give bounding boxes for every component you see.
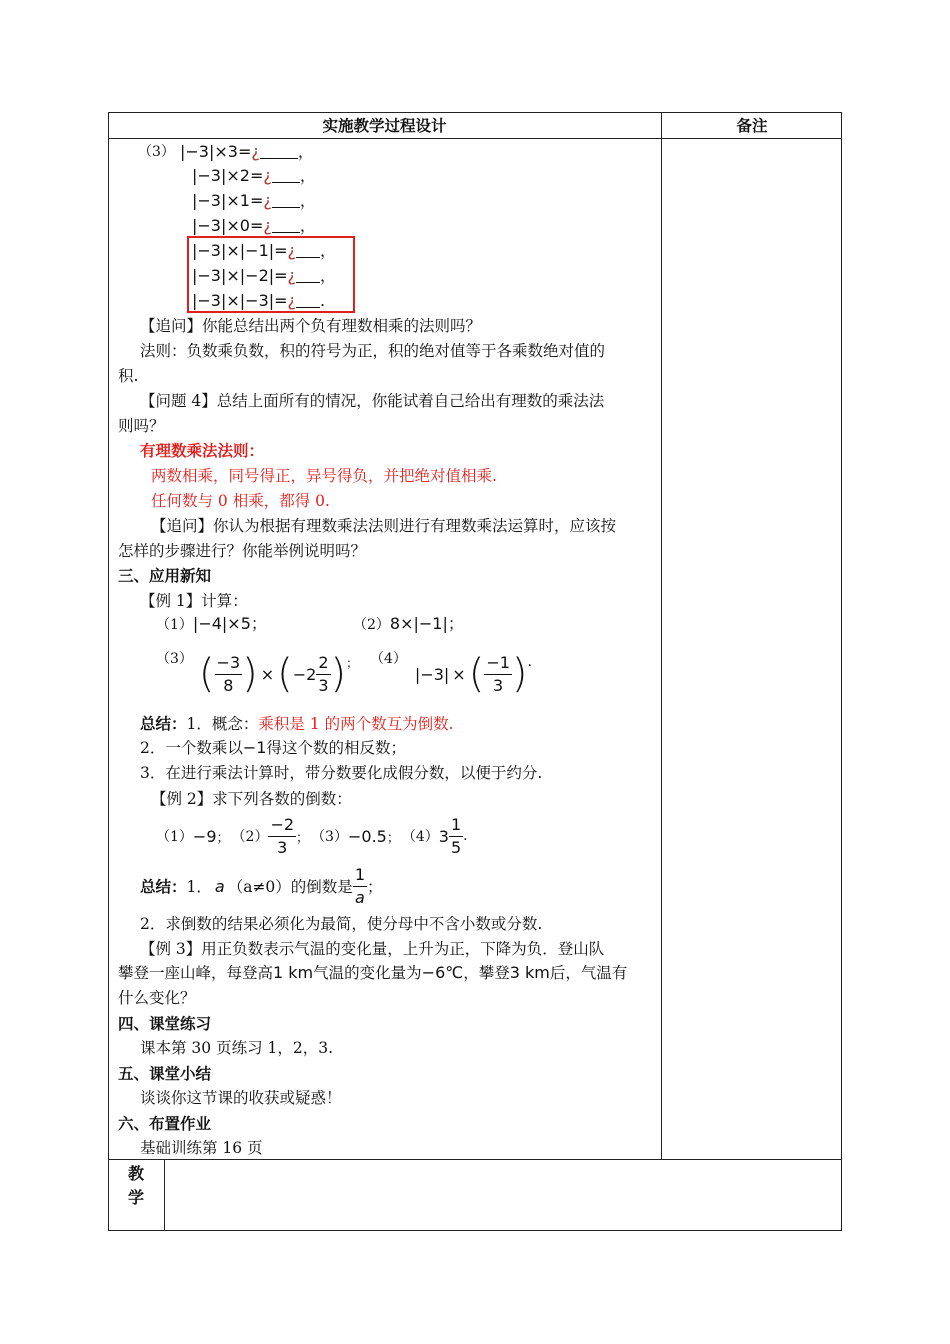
answer-placeholder: ¿ bbox=[287, 291, 297, 310]
math-term: −6℃ bbox=[421, 963, 464, 982]
math-term: a bbox=[214, 876, 225, 896]
answer-blank bbox=[296, 291, 320, 308]
q3-row-4-expr: |−3|×0= bbox=[192, 216, 264, 235]
times-sign: × bbox=[452, 664, 466, 684]
example-1-part-3 bbox=[156, 648, 358, 700]
example-text: ，攀登 bbox=[463, 964, 510, 982]
part-end: ； bbox=[216, 830, 230, 846]
header-remarks: 备注 bbox=[736, 117, 768, 135]
part-label: （3） bbox=[156, 651, 193, 667]
part-end: . bbox=[463, 828, 468, 844]
mult-rule-1: 两数相乘，同号得正，异号得负，并把绝对值相乘. bbox=[151, 467, 497, 485]
q3-row-1 bbox=[180, 140, 314, 164]
answer-blank bbox=[272, 216, 300, 233]
q3-row-1-expr: |−3|×3= bbox=[180, 142, 252, 161]
reflection-col-divider bbox=[164, 1159, 165, 1231]
numerator: −3 bbox=[215, 652, 243, 675]
answer-placeholder: ¿ bbox=[263, 166, 272, 185]
answer-blank bbox=[272, 191, 300, 208]
example-1-title: 【例 1】计算： bbox=[140, 592, 248, 610]
summary-talk-text: 谈谈你这节课的收获或疑惑！ bbox=[140, 1089, 342, 1107]
example-text: 后，气温有 bbox=[549, 964, 628, 982]
close-paren: ) bbox=[242, 651, 258, 697]
open-paren: ( bbox=[277, 651, 293, 697]
rule-line-2: 积. bbox=[118, 367, 139, 385]
summary-label: 总结： bbox=[140, 715, 187, 733]
denominator: 5 bbox=[450, 837, 462, 857]
denominator: a bbox=[355, 887, 365, 907]
numerator: −1 bbox=[484, 652, 512, 675]
mult-rule-2: 任何数与 0 相乘，都得 0. bbox=[151, 492, 330, 510]
summary-2-line-1 bbox=[140, 862, 383, 910]
summary-text: 1．概念： bbox=[186, 715, 259, 733]
part-label: （4） bbox=[401, 829, 439, 845]
times-sign: × bbox=[260, 664, 275, 684]
q3-row-4-end: ， bbox=[299, 216, 316, 235]
fraction bbox=[268, 814, 296, 859]
section-6-heading: 六、布置作业 bbox=[118, 1115, 212, 1133]
summary-text: ； bbox=[367, 878, 383, 896]
reflection-label-2: 学 bbox=[127, 1188, 144, 1207]
practice-text: 课本第 30 页练习 1，2，3. bbox=[140, 1039, 334, 1057]
example-3-line-2 bbox=[118, 961, 627, 985]
example-1-part-2 bbox=[353, 612, 464, 636]
summary-1-line-2 bbox=[140, 736, 406, 760]
part-label: （2） bbox=[231, 829, 269, 845]
q3-prefix: （3） bbox=[138, 144, 175, 160]
followup-question-1: 【追问】你能总结出两个负有理数相乘的法则吗？ bbox=[140, 317, 482, 335]
example-1-part-1 bbox=[156, 612, 267, 636]
summary-text: 1． bbox=[186, 878, 212, 896]
followup-question-2-line-1: 【追问】你认为根据有理数乘法法则进行有理数乘法运算时，应该按 bbox=[151, 517, 617, 535]
summary-text: 的倒数是 bbox=[290, 878, 353, 896]
close-paren: ) bbox=[511, 651, 528, 697]
math-term: −1 bbox=[242, 738, 267, 757]
answer-blank bbox=[296, 241, 320, 258]
section-5-heading: 五、课堂小结 bbox=[118, 1065, 212, 1083]
section-3-heading: 三、应用新知 bbox=[118, 567, 212, 585]
part-end: ； bbox=[296, 830, 310, 846]
column-divider bbox=[661, 112, 662, 1159]
part-label: （1） bbox=[156, 829, 193, 845]
condition: （a≠0） bbox=[227, 878, 291, 896]
mixed-whole: −2 bbox=[292, 664, 317, 684]
answer-placeholder: ¿ bbox=[287, 266, 297, 285]
section-4-heading: 四、课堂练习 bbox=[118, 1015, 212, 1033]
part-expr: −9 bbox=[192, 826, 217, 846]
answer-placeholder: ¿ bbox=[251, 142, 260, 161]
summary-1-line-3: 3．在进行乘法计算时，带分数要化成假分数，以便于约分. bbox=[140, 764, 543, 782]
fraction bbox=[215, 652, 243, 697]
part-end: ； bbox=[386, 830, 400, 846]
summary-text: 得这个数的相反数； bbox=[266, 739, 406, 757]
example-text: 攀登一座山峰，每登高 bbox=[118, 964, 274, 982]
q3-row-6-end: ， bbox=[320, 266, 337, 285]
answer-placeholder: ¿ bbox=[263, 216, 272, 235]
mult-rule-title: 有理数乘法法则： bbox=[140, 442, 265, 460]
q3-row-4 bbox=[192, 214, 316, 238]
q3-row-1-end: ， bbox=[297, 142, 314, 161]
question4-line-2: 则吗？ bbox=[118, 417, 165, 435]
header-process-design: 实施教学过程设计 bbox=[322, 117, 447, 135]
reflection-content[interactable] bbox=[166, 1161, 840, 1229]
numerator: 2 bbox=[316, 652, 330, 675]
answer-blank bbox=[296, 266, 320, 283]
close-paren: ) bbox=[330, 651, 347, 697]
followup-question-2-line-2: 怎样的步骤进行？你能举例说明吗？ bbox=[118, 542, 367, 560]
q3-row-3-expr: |−3|×1= bbox=[192, 191, 264, 210]
rule-line-1: 法则：负数乘负数，积的符号为正，积的绝对值等于各乘数绝对值的 bbox=[140, 342, 606, 360]
q3-row-2-expr: |−3|×2= bbox=[192, 166, 264, 185]
open-paren: ( bbox=[198, 651, 215, 697]
reflection-label-1: 教 bbox=[127, 1164, 144, 1183]
q3-row-7-expr: |−3|×|−3|= bbox=[192, 291, 288, 310]
denominator: 3 bbox=[493, 675, 504, 695]
fraction bbox=[353, 864, 367, 909]
q3-row-5 bbox=[192, 239, 336, 263]
numerator: 1 bbox=[353, 864, 367, 887]
part-end: ； bbox=[346, 656, 359, 670]
q3-row-3 bbox=[192, 189, 316, 213]
summary-text: 2．一个数乘以 bbox=[140, 739, 243, 757]
homework-text: 基础训练第 16 页 bbox=[140, 1139, 263, 1157]
question4-line-1: 【问题 4】总结上面所有的情况，你能试着自己给出有理数的乘法法 bbox=[140, 392, 605, 410]
summary-1-line-1 bbox=[140, 712, 454, 736]
math-term: 1 km bbox=[273, 963, 314, 982]
answer-blank bbox=[272, 166, 300, 183]
fraction bbox=[316, 652, 330, 697]
part-expr: 8×|−1|； bbox=[389, 614, 464, 633]
numerator: 1 bbox=[449, 814, 463, 837]
q3-row-3-end: ， bbox=[299, 191, 316, 210]
summary-label: 总结： bbox=[140, 878, 187, 896]
answer-placeholder: ¿ bbox=[263, 191, 272, 210]
q3-row-2 bbox=[192, 164, 316, 188]
part-expr: |−4|×5； bbox=[192, 614, 267, 633]
part-expr: −0.5 bbox=[347, 826, 387, 846]
math-term: 3 km bbox=[509, 963, 550, 982]
example-text: 气温的变化量为 bbox=[313, 964, 422, 982]
numerator: −2 bbox=[268, 814, 296, 837]
mixed-whole: 3 bbox=[438, 826, 449, 846]
header-divider bbox=[108, 138, 842, 139]
summary-highlight: 乘积是 1 的两个数互为倒数. bbox=[258, 715, 454, 733]
q3-row-2-end: ， bbox=[299, 166, 316, 185]
part-label: （1） bbox=[156, 617, 193, 633]
part-label: （2） bbox=[353, 617, 390, 633]
denominator: 3 bbox=[277, 837, 288, 857]
q3-row-7-end: . bbox=[320, 291, 326, 310]
fraction bbox=[449, 814, 463, 859]
answer-blank bbox=[260, 142, 298, 159]
example-3-line-1: 【例 3】用正负数表示气温的变化量，上升为正，下降为负．登山队 bbox=[140, 940, 605, 958]
summary-2-line-2: 2．求倒数的结果必须化为最简，使分母中不含小数或分数. bbox=[140, 915, 543, 933]
q3-row-6 bbox=[192, 264, 336, 288]
abs-value: |−3| bbox=[414, 664, 450, 684]
fraction bbox=[484, 652, 512, 697]
example-2-parts bbox=[156, 812, 468, 860]
part-label: （4） bbox=[370, 651, 407, 667]
denominator: 3 bbox=[318, 675, 329, 695]
q3-row-6-expr: |−3|×|−2|= bbox=[192, 266, 288, 285]
q3-row-5-end: ， bbox=[320, 241, 337, 260]
example-3-line-3: 什么变化？ bbox=[118, 989, 196, 1007]
part-label: （3） bbox=[311, 829, 348, 845]
example-1-part-4 bbox=[370, 648, 532, 700]
denominator: 8 bbox=[223, 675, 234, 695]
q3-row-7 bbox=[192, 289, 325, 313]
open-paren: ( bbox=[468, 651, 485, 697]
q3-row-5-expr: |−3|×|−1|= bbox=[192, 241, 288, 260]
answer-placeholder: ¿ bbox=[287, 241, 297, 260]
part-end: . bbox=[527, 654, 532, 670]
example-2-title: 【例 2】求下列各数的倒数： bbox=[151, 790, 352, 808]
